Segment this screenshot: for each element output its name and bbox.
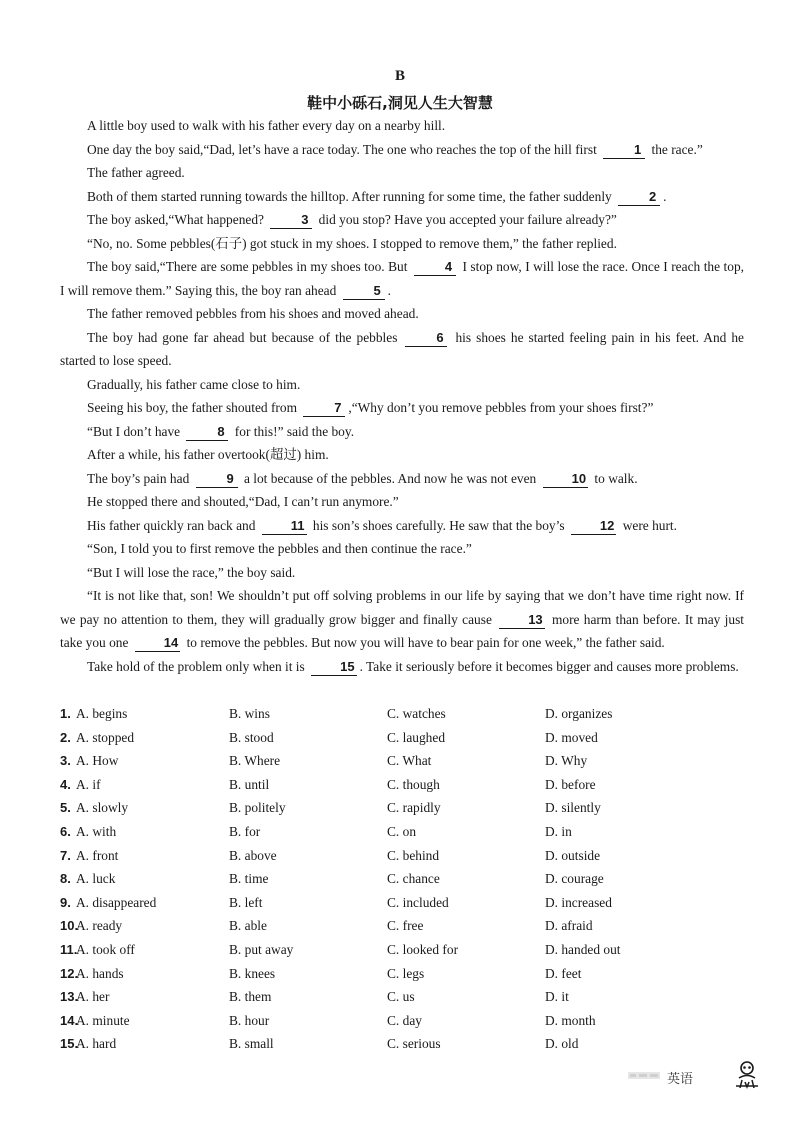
option-b[interactable]: B. small [229, 1036, 274, 1052]
option-a[interactable]: A. minute [76, 1012, 130, 1028]
option-row [60, 938, 760, 962]
passage-paragraph [60, 467, 744, 491]
section-letter: B [394, 68, 405, 84]
passage-paragraph [60, 655, 744, 679]
answer-options [60, 702, 760, 1056]
passage-text: the race.” [648, 141, 703, 157]
question-number: 14. [60, 1012, 79, 1028]
reading-passage [60, 114, 744, 678]
option-d[interactable]: D. outside [545, 847, 601, 863]
option-d[interactable]: D. it [545, 989, 569, 1005]
passage-text: his shoes he started feeling pain in his feet. And he started to lose speed. [60, 329, 745, 368]
passage-text: . [663, 188, 667, 204]
passage-paragraph [60, 161, 744, 185]
option-c[interactable]: C. on [387, 823, 417, 839]
option-row [60, 796, 760, 820]
question-number: 15. [60, 1036, 79, 1052]
option-a[interactable]: A. took off [76, 941, 135, 957]
passage-text: One day the boy said,“Dad, let’s have a race today. The one who reaches the top of the hill first [87, 141, 601, 157]
option-a[interactable]: A. with [76, 823, 117, 839]
passage-text: did you stop? Have you accepted your failure already?” [315, 212, 617, 227]
option-a[interactable]: A. ready [76, 918, 123, 934]
passage-text: to walk. [591, 470, 638, 486]
question-number: 11. [60, 941, 78, 957]
question-number: 8. [60, 871, 71, 887]
passage-paragraph [60, 420, 744, 444]
passage-paragraph [60, 138, 744, 162]
option-c[interactable]: C. legs [387, 965, 425, 981]
mascot-logo-icon [734, 1060, 760, 1090]
question-number: 13. [60, 989, 79, 1005]
option-d[interactable]: D. old [545, 1036, 579, 1052]
footer-subject-label: 英语 [667, 1072, 694, 1087]
passage-text: for this!” said the boy. [231, 423, 355, 439]
option-row [60, 702, 760, 726]
option-b[interactable]: B. knees [229, 965, 276, 981]
option-b[interactable]: B. put away [229, 941, 294, 957]
option-b[interactable]: B. able [229, 918, 267, 934]
passage-text: his son’s shoes carefully. He saw that the boy’s [309, 517, 568, 533]
option-c[interactable]: C. looked for [387, 941, 459, 957]
option-a[interactable]: A. her [76, 989, 110, 1005]
passage-paragraph [60, 114, 744, 138]
option-row [60, 914, 760, 938]
passage-text: His father quickly ran back and [87, 517, 259, 533]
option-c[interactable]: C. rapidly [387, 800, 441, 816]
option-d[interactable]: D. silently [545, 800, 601, 816]
blank-5[interactable]: 5 [343, 283, 385, 300]
option-c[interactable]: C. free [387, 918, 424, 934]
option-d[interactable]: D. afraid [545, 918, 593, 934]
passage-text: The boy had gone far ahead but because of the pebbles [87, 329, 403, 345]
passage-paragraph [60, 537, 744, 561]
option-c[interactable]: C. us [387, 989, 415, 1005]
passage-text: The boy’s pain had [87, 470, 193, 486]
passage-text: The father removed pebbles from his shoes and moved ahead. [87, 306, 419, 321]
option-c[interactable]: C. serious [387, 1036, 441, 1052]
option-a[interactable]: A. hands [76, 965, 124, 981]
option-b[interactable]: B. politely [229, 800, 286, 816]
passage-text: “No, no. Some pebbles(石子) got stuck in my shoes. I stopped to remove them,” the father replied. [87, 235, 617, 251]
passage-text: I stop now, I will lose the race. Once I reach the top, I will remove them.” Saying this, the boy ran ahead [60, 259, 744, 298]
passage-text: Seeing his boy, the father shouted from [87, 400, 301, 415]
passage-text: . [387, 282, 391, 298]
passage-text: Take hold of the problem only when it is [87, 658, 309, 674]
blank-9[interactable]: 9 [196, 471, 238, 488]
option-b[interactable]: B. above [229, 847, 277, 863]
passage-paragraph [60, 302, 744, 326]
passage-text: He stopped there and shouted,“Dad, I can’t run anymore.” [87, 494, 399, 509]
passage-paragraph [60, 490, 744, 514]
passage-text: were hurt. [619, 517, 677, 533]
section-title: 鞋中小砾石,洞见人生大智慧 [307, 94, 493, 112]
blank-15[interactable]: 15 [311, 659, 356, 676]
passage-text: “Son, I told you to first remove the pebbles and then continue the race.” [87, 541, 472, 556]
option-d[interactable]: D. feet [545, 965, 582, 981]
passage-paragraph [60, 208, 744, 232]
passage-text: . Take it seriously before it becomes bigger and causes more problems. [359, 658, 739, 674]
option-b[interactable]: B. them [229, 989, 272, 1005]
passage-paragraph [60, 584, 744, 655]
question-number: 3. [60, 753, 71, 769]
option-row [60, 726, 760, 750]
option-d[interactable]: D. before [545, 776, 596, 792]
question-number: 1. [60, 706, 71, 721]
passage-paragraph [60, 185, 744, 209]
option-b[interactable]: B. hour [229, 1012, 270, 1028]
option-b[interactable]: B. for [229, 823, 261, 839]
question-number: 4. [60, 776, 71, 792]
option-c[interactable]: C. What [387, 753, 432, 769]
passage-text: The father agreed. [87, 165, 185, 180]
option-a[interactable]: A. if [76, 776, 101, 792]
blank-4[interactable]: 4 [414, 259, 456, 276]
passage-text: The boy asked,“What happened? [87, 212, 268, 227]
blank-2[interactable]: 2 [618, 189, 660, 206]
question-number: 7. [60, 847, 71, 863]
option-d[interactable]: D. in [545, 823, 572, 839]
blank-6[interactable]: 6 [405, 330, 447, 347]
passage-paragraph [60, 514, 744, 538]
blank-13[interactable]: 13 [499, 612, 544, 629]
passage-paragraph [60, 373, 744, 397]
passage-text: After a while, his father overtook(超过) him. [87, 447, 329, 462]
blank-11[interactable]: 11 [262, 518, 307, 535]
option-row [60, 891, 760, 915]
passage-text: The boy said,“There are some pebbles in my shoes too. But [87, 259, 411, 274]
option-row [60, 820, 760, 844]
blank-1[interactable]: 1 [603, 142, 645, 159]
blank-10[interactable]: 10 [543, 471, 588, 488]
option-c[interactable]: C. laughed [387, 729, 446, 745]
passage-text: a lot because of the pebbles. And now he was not even [240, 470, 540, 486]
blank-8[interactable]: 8 [186, 424, 228, 441]
option-d[interactable]: D. handed out [545, 941, 621, 957]
option-b[interactable]: B. left [229, 894, 263, 910]
option-a[interactable]: A. stopped [76, 729, 135, 745]
blank-14[interactable]: 14 [135, 635, 180, 652]
option-b[interactable]: B. Where [229, 753, 281, 769]
option-c[interactable]: C. behind [387, 847, 440, 863]
option-b[interactable]: B. wins [229, 706, 270, 721]
passage-paragraph [60, 443, 744, 467]
option-b[interactable]: B. until [229, 776, 270, 792]
option-d[interactable]: D. increased [545, 894, 612, 910]
option-c[interactable]: C. day [387, 1012, 422, 1028]
option-a[interactable]: A. How [76, 753, 119, 769]
option-row [60, 773, 760, 797]
passage-paragraph [60, 255, 744, 302]
blank-12[interactable]: 12 [571, 518, 616, 535]
option-c[interactable]: C. watches [387, 706, 446, 721]
option-d[interactable]: D. courage [545, 871, 604, 887]
option-d[interactable]: D. organizes [545, 706, 613, 721]
option-row [60, 1009, 760, 1033]
option-a[interactable]: A. luck [76, 871, 116, 887]
passage-paragraph [60, 396, 744, 420]
option-row [60, 1032, 760, 1056]
option-c[interactable]: C. though [387, 776, 440, 792]
option-b[interactable]: B. stood [229, 729, 274, 745]
option-a[interactable]: A. begins [76, 706, 128, 721]
question-number: 9. [60, 894, 71, 910]
passage-text: “But I will lose the race,” the boy said. [87, 564, 296, 580]
question-number: 6. [60, 823, 71, 839]
option-row [60, 749, 760, 773]
blank-7[interactable]: 7 [303, 400, 345, 417]
option-d[interactable]: D. Why [545, 753, 588, 769]
option-a[interactable]: A. front [76, 847, 119, 863]
blank-3[interactable]: 3 [270, 212, 312, 229]
passage-text: to remove the pebbles. But now you will have to bear pain for one week,” the father said. [183, 635, 665, 650]
passage-text: “It is not like that, son! We shouldn’t put off solving problems in our life by saying that we don’t have time right now. If we pay no attention to them, they will gradually grow bigger and finally cause [60, 588, 744, 627]
option-row [60, 844, 760, 868]
option-b[interactable]: B. time [229, 871, 269, 887]
passage-text: Gradually, his father came close to him. [87, 376, 301, 392]
watermark-stamp-icon [628, 1070, 660, 1081]
passage-paragraph [60, 561, 744, 585]
option-a[interactable]: A. hard [76, 1036, 117, 1052]
passage-text: ,“Why don’t you remove pebbles from your shoes first?” [348, 400, 654, 415]
passage-paragraph [60, 326, 744, 373]
option-d[interactable]: D. month [545, 1012, 596, 1028]
option-d[interactable]: D. moved [545, 729, 598, 745]
option-a[interactable]: A. disappeared [76, 894, 157, 910]
option-c[interactable]: C. included [387, 894, 449, 910]
passage-paragraph [60, 232, 744, 256]
question-number: 5. [60, 800, 71, 816]
passage-text: Both of them started running towards the hilltop. After running for some time, the father suddenly [87, 188, 616, 204]
passage-text: more harm than before. It may just take you one [60, 611, 745, 650]
passage-text: A little boy used to walk with his father every day on a nearby hill. [87, 118, 446, 133]
option-row [60, 985, 760, 1009]
option-c[interactable]: C. chance [387, 871, 440, 887]
passage-text: “But I don’t have [87, 423, 184, 439]
option-a[interactable]: A. slowly [76, 800, 129, 816]
question-number: 12. [60, 965, 79, 981]
option-row [60, 867, 760, 891]
question-number: 10. [60, 918, 79, 934]
option-row [60, 962, 760, 986]
question-number: 2. [60, 729, 71, 745]
